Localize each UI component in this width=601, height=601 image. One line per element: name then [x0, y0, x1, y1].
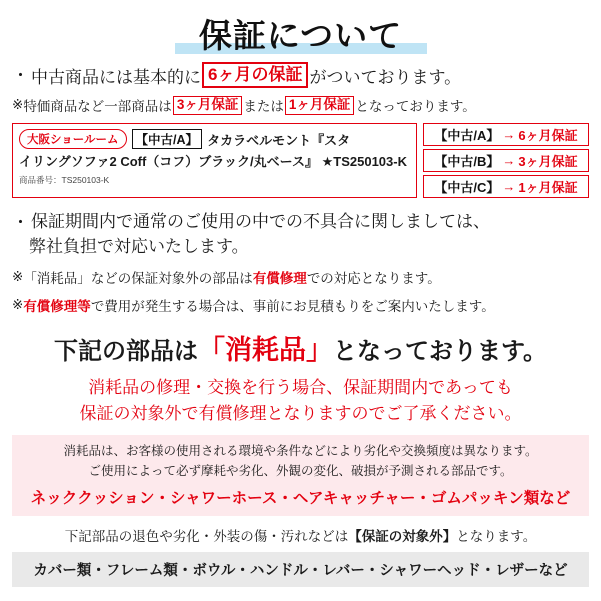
legend-row-b — [423, 149, 589, 172]
product-name-line1: タカラベルモント『スタ — [207, 132, 351, 148]
badge-1month: 1ヶ月保証 — [285, 96, 355, 115]
legend-result-a: 6ヶ月保証 — [518, 128, 578, 144]
warranty-note-2 — [12, 295, 589, 315]
intro-note-line — [12, 95, 589, 115]
badge-3month: 3ヶ月保証 — [173, 96, 243, 115]
shop-badge: 大阪ショールーム — [19, 129, 127, 149]
legend-result-b: 3ヶ月保証 — [518, 154, 578, 170]
consumables-info-box — [12, 435, 589, 516]
title-text: 保証について — [198, 17, 403, 54]
warranty-line-1 — [12, 210, 589, 235]
note1-text-b: などの保証対象外の部品は — [90, 271, 253, 287]
legend-code-b: 【中古/B】 — [434, 154, 500, 170]
intro-text-a: 中古商品には基本的に — [31, 67, 201, 87]
note1-quoted: 「消耗品」 — [23, 271, 91, 287]
note1-paid-repair: 有償修理 — [252, 271, 307, 287]
warranty-text-2: 弊社負担で対応いたします。 — [29, 236, 249, 256]
product-example-card — [12, 123, 417, 198]
note-mark: ※ — [12, 97, 24, 113]
condition-badge: 【中古/A】 — [132, 129, 203, 149]
arrow-icon: → — [502, 179, 516, 195]
product-name-line2: イリングソファ2 Coff（コフ）ブラック/丸ベース』 ★TS250103-K — [19, 154, 407, 170]
legend-code-a: 【中古/A】 — [434, 128, 500, 144]
warranty-coverage-block — [12, 210, 589, 259]
legend-row-a — [423, 123, 589, 146]
intro-note-a: 特価商品など一部商品は — [23, 99, 172, 115]
exclusion-text-b: となります。 — [456, 529, 537, 545]
legend-row-c — [423, 175, 589, 198]
intro-main-line — [12, 62, 589, 88]
exclusion-highlight: 【保証の対象外】 — [348, 529, 457, 545]
exclusion-line — [12, 525, 589, 545]
arrow-icon: → — [502, 127, 516, 143]
note2-paid-repair: 有償修理等 — [23, 299, 91, 315]
legend-result-c: 1ヶ月保証 — [518, 180, 578, 196]
consumables-box-line1: 消耗品は、お客様の使用される環境や条件などにより劣化や交換頻度は異なります。 — [63, 444, 538, 459]
note-mark: ※ — [12, 269, 24, 285]
exclusion-text-a: 下記部品の退色や劣化・外装の傷・汚れなどは — [64, 529, 349, 545]
consumables-heading-a: 下記の部品は — [53, 338, 198, 366]
example-and-legend — [12, 123, 589, 198]
note-mark: ※ — [12, 297, 24, 313]
consumables-heading-red: 「消耗品」 — [197, 335, 333, 366]
consumables-subtext — [12, 375, 589, 426]
product-code: 商品番号：TS250103-K — [19, 175, 110, 186]
badge-6month: 6ヶ月の保証 — [202, 62, 308, 88]
warranty-note-1 — [12, 267, 589, 287]
consumables-heading-b: となっております。 — [332, 338, 548, 366]
consumables-box-line2: ご使用によって必ず摩耗や劣化、外観の変化、破損が予測される部品です。 — [88, 463, 513, 478]
bullet-icon: ・ — [12, 212, 29, 232]
consumables-subtext-line1: 消耗品の修理・交換を行う場合、保証期間内であっても — [88, 378, 513, 398]
consumables-heading — [12, 328, 589, 367]
warranty-legend — [423, 123, 589, 198]
intro-note-b: または — [243, 99, 284, 115]
page-title — [12, 10, 589, 56]
intro-note-c: となっております。 — [355, 99, 476, 115]
legend-code-c: 【中古/C】 — [434, 180, 500, 196]
arrow-icon: → — [502, 153, 516, 169]
warranty-text-1: 保証期間内で通常のご使用の中での不具合に関しましては、 — [31, 212, 490, 232]
product-example-header — [19, 129, 410, 149]
exclusion-item-list: カバー類・フレーム類・ボウル・ハンドル・レバー・シャワーヘッド・レザーなど — [12, 552, 589, 587]
intro-text-b: がついております。 — [309, 67, 462, 87]
consumables-subtext-line2: 保証の対象外で有償修理となりますのでご了承ください。 — [79, 403, 522, 423]
bullet-icon: ・ — [12, 65, 29, 85]
note2-text-b: で費用が発生する場合は、事前にお見積もりをご案内いたします。 — [90, 299, 495, 315]
consumables-item-list: ネッククッション・シャワーホース・ヘアキャッチャー・ゴムパッキン類など — [30, 490, 571, 508]
note1-text-c: での対応となります。 — [306, 271, 441, 287]
